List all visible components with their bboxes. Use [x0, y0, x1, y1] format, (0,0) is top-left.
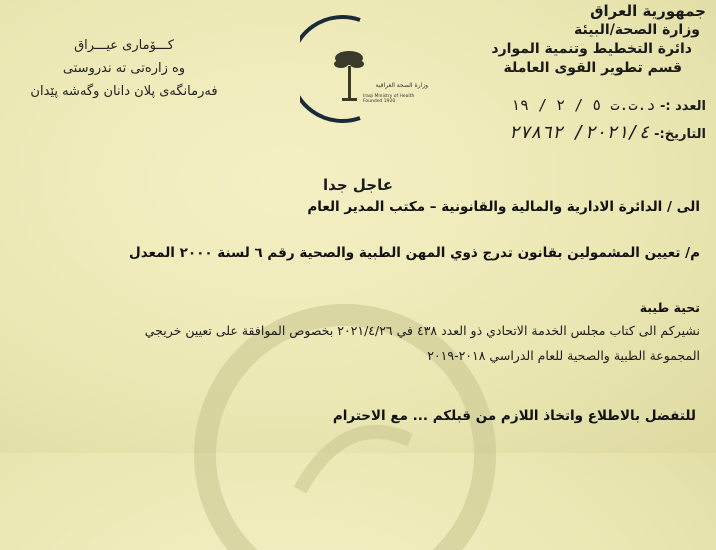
subject-line: م/ تعيين المشمولين بقانون تدرج ذوي المهن الطبية والصحية رقم ٦ لسنة ٢٠٠٠ المعدل	[129, 245, 700, 261]
ministry-header	[491, 2, 706, 78]
kurdish-header	[8, 34, 240, 103]
department-name: دائرة التخطيط وتنمية الموارد	[491, 41, 692, 57]
ministry-name: وزارة الصحة/البيئة	[574, 22, 700, 38]
kurdish-ministry-name: وه زارەتى ته ندروستى	[62, 61, 186, 76]
reference-date: التاريخ:- ٢٠٢١/٤/ ٢٧٨٦٢	[508, 122, 706, 143]
ministry-logo-icon	[300, 14, 440, 124]
urgent-label: عاجل جدا	[323, 176, 393, 194]
country-name: جمهورية العراق	[590, 2, 706, 20]
paragraph-line-2: المجموعة الطبية والصحية للعام الدراسي ٢٠١٨-٢٠١٩	[427, 348, 700, 363]
paragraph-line-1: نشيركم الى كتاب مجلس الخدمة الاتحادي ذو العدد ٤٣٨ في ٢٠٢١/٤/٢٦ بخصوص الموافقة على تعيين خريجي	[144, 323, 700, 338]
section-name: قسم تطوير القوى العاملة	[503, 60, 682, 76]
recipient-line: الى / الدائرة الادارية والمالية والقانونية – مكتب المدير العام	[307, 199, 700, 215]
logo-english-name: Iraqi Ministry of Health Founded 1920	[363, 94, 415, 104]
kurdish-department-name: فەرمانگەی پلان دانان وگەشە پێدان	[30, 84, 218, 99]
closing-line: للتفضل بالاطلاع واتخاذ اللازم من قبلكم ... مع الاحترام	[332, 408, 696, 424]
reference-number: العدد :- د.ت.ت ٥ / ٢ / ١٩	[510, 96, 706, 114]
greeting: تحية طيبة	[639, 300, 700, 315]
kurdish-country-name: كـــۆمارى عيـــراق	[74, 38, 174, 53]
logo-arabic-name: وزارة الصحة العراقية	[375, 82, 428, 89]
